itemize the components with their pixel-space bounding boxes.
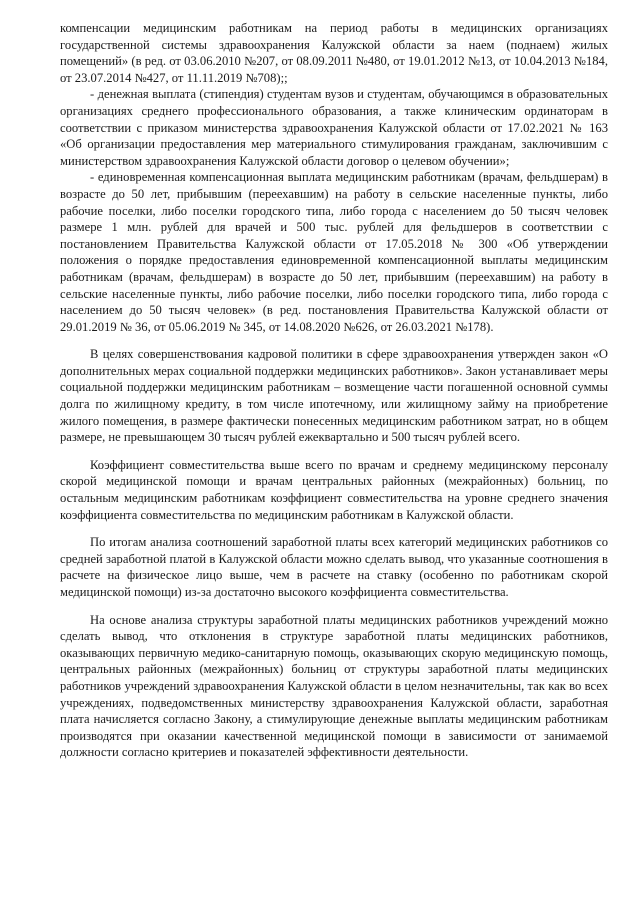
paragraph-salary-ratio: По итогам анализа соотношений заработной платы всех категорий медицинских работников со средней заработной платой в Калужской области можно сделать вывод, что указанные соотношения в расчете на физическое лицо выше, чем в расчете на ставку (особенно по работникам скорой медицинской помощи) из-за достаточно высокого коэффициента совместительства. <box>60 535 608 599</box>
paragraph-student-stipend: - денежная выплата (стипендия) студентам вузов и студентам, обучающимся в образовательных организациях среднего профессионального образования, а также клиническим ординаторам в соответствии с приказом министерства здравоохранения Калужской области от 17.02.2021 № 163 «Об организации предоставления мер материального стимулирования гражданам, заключившим с министерством здравоохранения Калужской области договор о целевом обучении»; <box>60 87 608 168</box>
document-page <box>60 20 608 761</box>
paragraph-housing-compensation: компенсации медицинским работникам на период работы в медицинских организациях государственной системы здравоохранения Калужской области за наем (поднаем) жилых помещений» (в ред. от 03.06.2010 №207, от 08.09.2011 №480, от 19.01.2012 №13, от 10.04.2013 №184, от 23.07.2014 №427, от 11.11.2019 №708);; <box>60 21 608 85</box>
paragraph-salary-structure: На основе анализа структуры заработной платы медицинских работников учреждений можно сделать вывод, что отклонения в структуре заработной платы медицинских работников, оказывающих первичную медико-санитарную помощь, оказывающих скорую медицинскую помощь, центральных районных (межрайонных) больниц от структуры заработной платы медицинских работников учреждений здравоохранения Калужской области в целом незначительны, так как во всех учреждениях, подведомственных министерству здравоохранения Калужской области, заработная плата начисляется согласно Закону, а стимулирующие денежные выплаты медицинским работникам производятся при оказании качественной медицинской помощи в зависимости от занимаемой должности согласно критериев и показателей эффективности деятельности. <box>60 612 608 760</box>
paragraph-combination-coefficient: Коэффициент совместительства выше всего по врачам и среднему медицинскому персоналу скорой медицинской помощи и врачам центральных районных (межрайонных) больниц, по остальным медицинским работникам коэффициент совместительства на уровне среднего значения коэффициента совместительства по медицинским работникам в Калужской области. <box>60 457 608 522</box>
paragraph-personnel-policy: В целях совершенствования кадровой политики в сфере здравоохранения утвержден закон «О дополнительных мерах социальной поддержки медицинских работников». Закон устанавливает меры социальной поддержки медицинским работникам – возмещение части погашенной основной суммы долга по жилищному кредиту, в том числе ипотечному, или жилищному займу на приобретение жилого помещения, в размере фактически понесенных медицинским работником затрат, но в общем размере, не превышающем 30 тысяч рублей ежеквартально и 500 тысяч рублей всего. <box>60 347 608 445</box>
paragraph-one-time-payment: - единовременная компенсационная выплата медицинским работникам (врачам, фельдшерам) в возрасте до 50 лет, прибывшим (переехавшим) на работу в сельские населенные пункты, либо рабочие поселки, либо поселки городского типа, либо города с населением до 50 тысяч человек размере 1 млн. рублей для врачей и 500 тыс. рублей для фельдшеров в соответствии с постановлением Правительства Калужской области от 17.05.2018 № 300 «Об утверждении положения о порядке предоставления единовременной компенсационной выплаты медицинским работникам (врачам, фельдшерам) в возрасте до 50 лет, прибывшим (переехавшим) на работу в сельские населенные пункты, либо рабочие поселки, либо поселки городского типа, либо города с населением до 50 тысяч человек» (в ред. постановления Правительства Калужской области от 29.01.2019 № 36, от 05.06.2019 № 345, от 14.08.2020 №626, от 26.03.2021 №178). <box>60 170 608 334</box>
